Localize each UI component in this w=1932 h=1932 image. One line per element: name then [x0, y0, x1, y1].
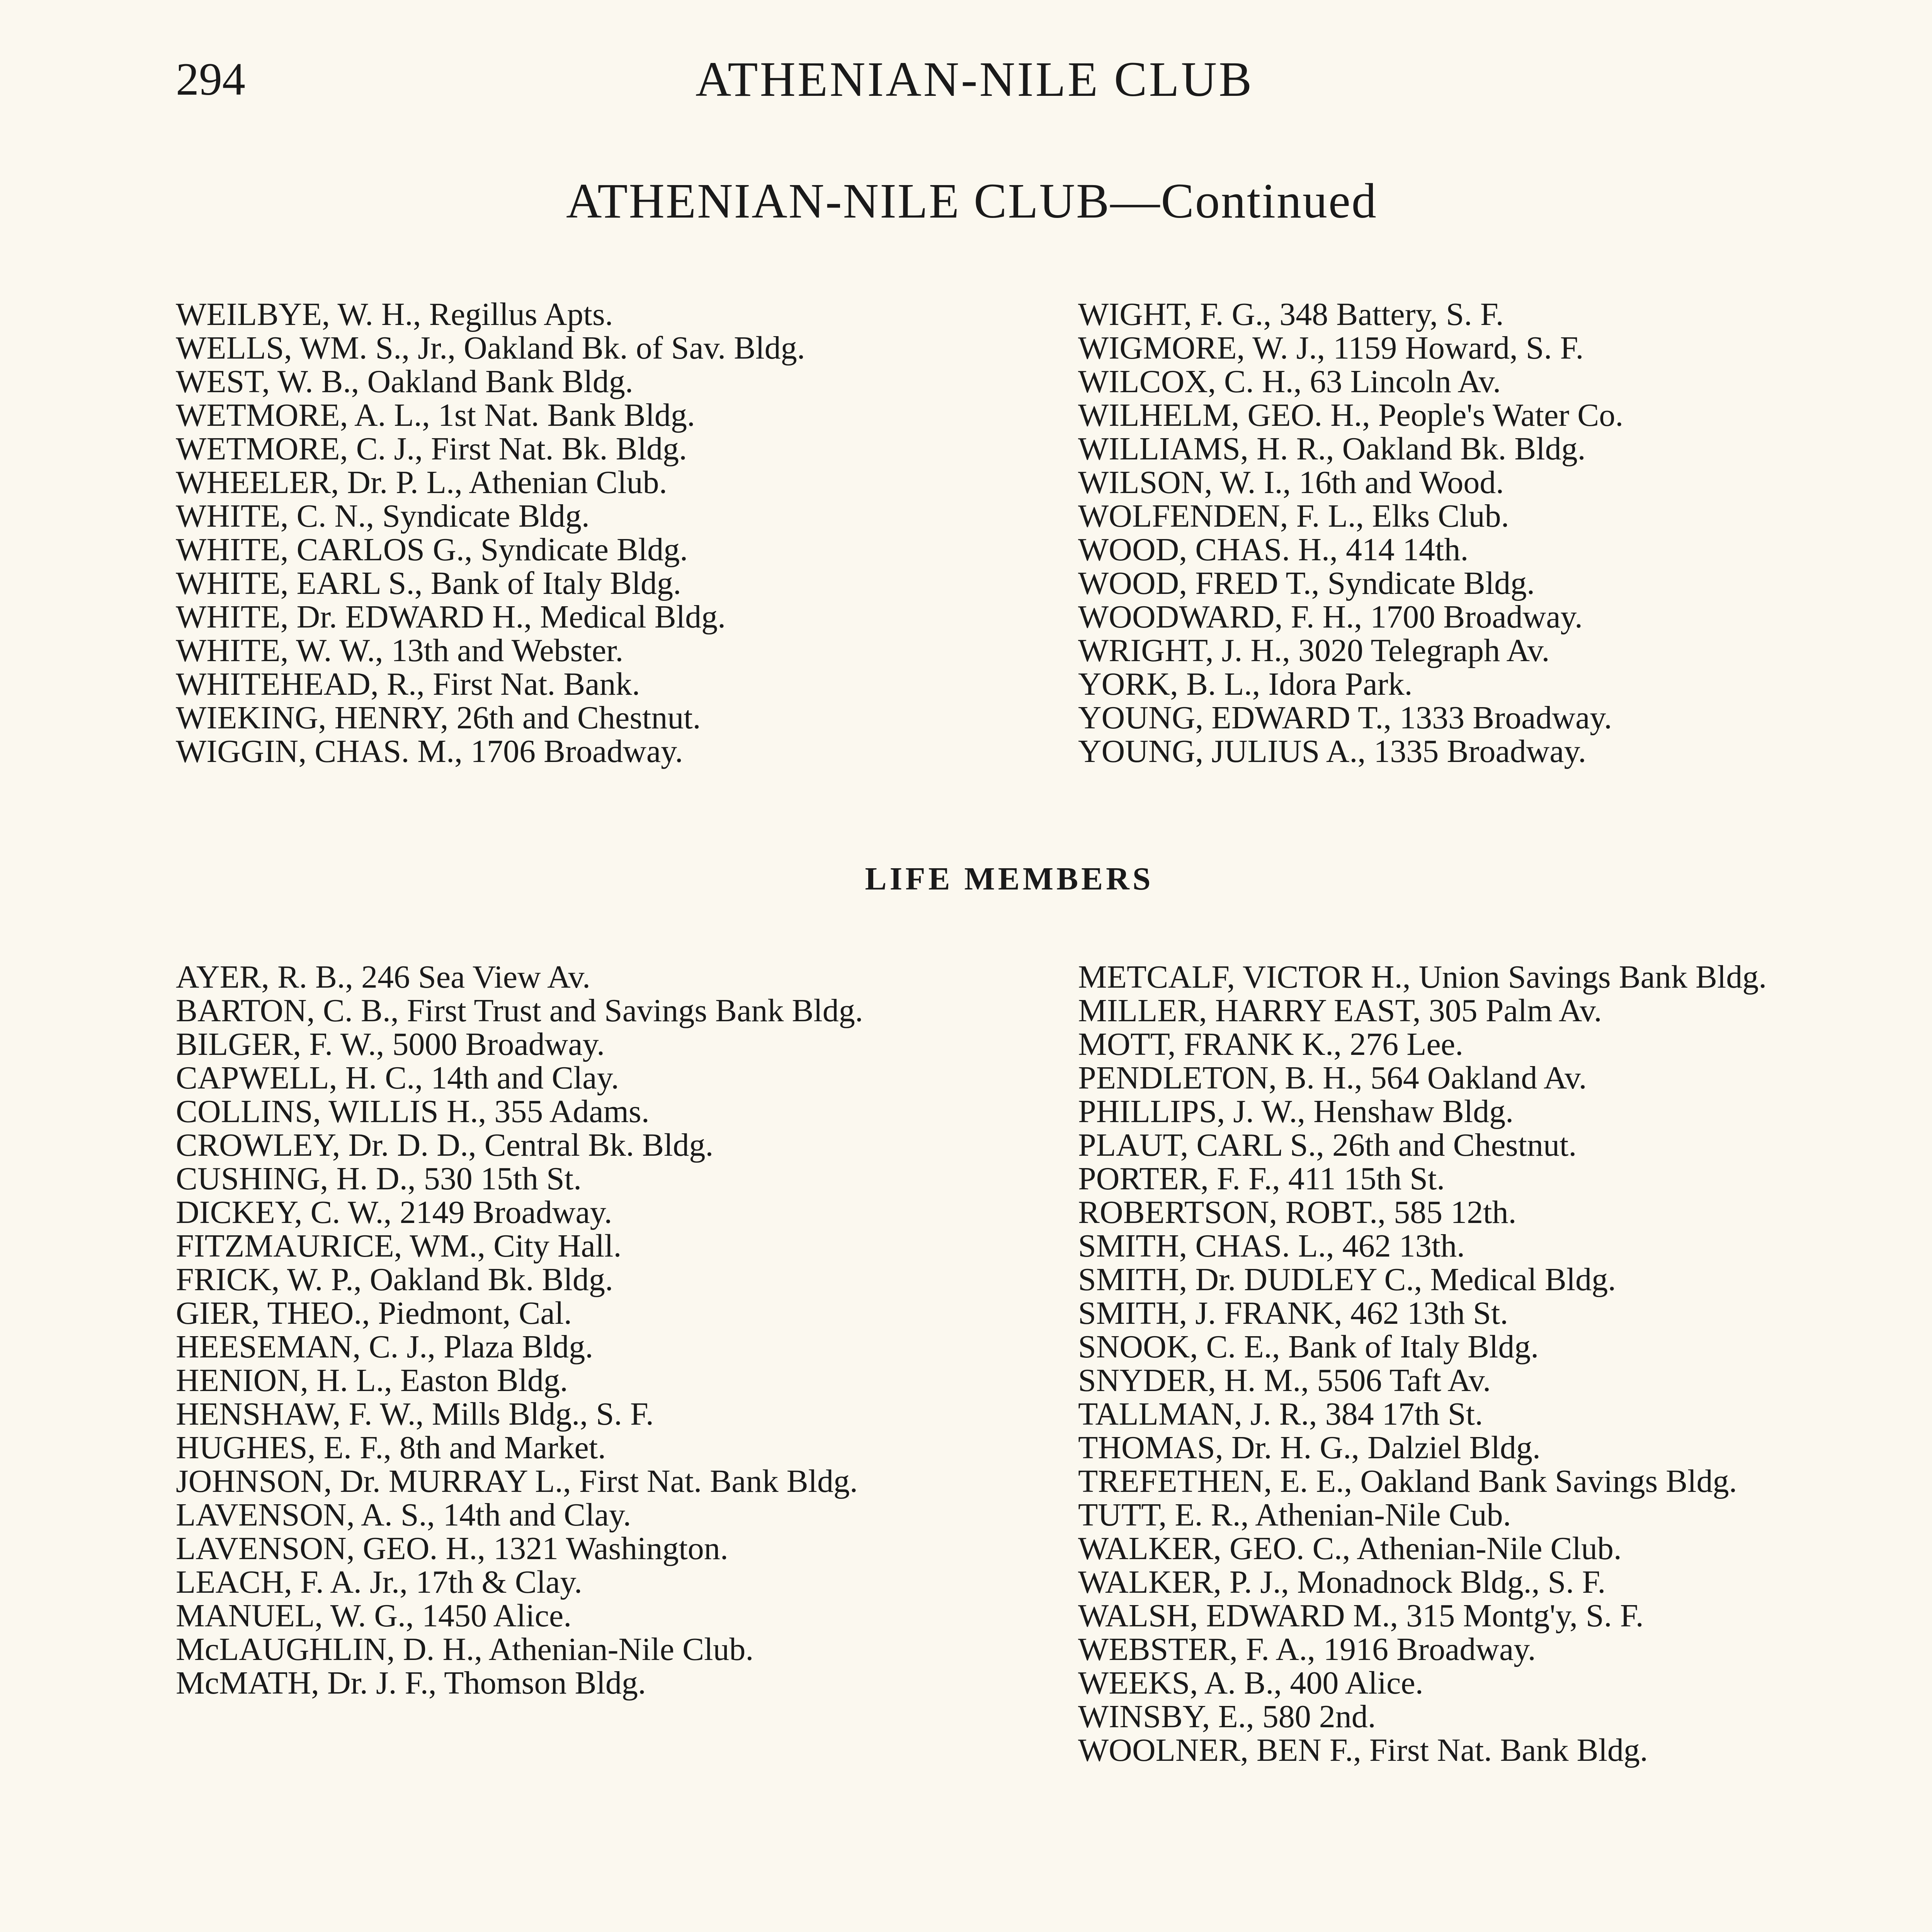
life-member-entry: SNOOK, C. E., Bank of Italy Bldg. — [1078, 1329, 1539, 1365]
continued-title: ATHENIAN-NILE CLUB—Continued — [566, 173, 1378, 228]
member-entry: WHITE, EARL S., Bank of Italy Bldg. — [176, 565, 682, 601]
life-member-entry: HUGHES, E. F., 8th and Market. — [176, 1430, 606, 1466]
member-entry: WOLFENDEN, F. L., Elks Club. — [1078, 498, 1509, 534]
member-entry: WOODWARD, F. H., 1700 Broadway. — [1078, 599, 1583, 635]
life-member-entry: LAVENSON, GEO. H., 1321 Washington. — [176, 1531, 728, 1566]
running-title: ATHENIAN-NILE CLUB — [696, 52, 1254, 107]
regular-members-right-column — [1078, 298, 1928, 768]
member-entry: WOOD, CHAS. H., 414 14th. — [1078, 532, 1469, 568]
life-member-entry: PENDLETON, B. H., 564 Oakland Av. — [1078, 1060, 1587, 1096]
life-member-entry: METCALF, VICTOR H., Union Savings Bank Bldg. — [1078, 959, 1767, 995]
member-entry: WHITE, CARLOS G., Syndicate Bldg. — [176, 532, 688, 568]
member-entry: WHITEHEAD, R., First Nat. Bank. — [176, 666, 640, 702]
life-member-entry: PHILLIPS, J. W., Henshaw Bldg. — [1078, 1094, 1514, 1129]
life-member-entry: TREFETHEN, E. E., Oakland Bank Savings Bldg. — [1078, 1463, 1737, 1499]
life-member-entry: MOTT, FRANK K., 276 Lee. — [1078, 1026, 1464, 1062]
life-member-entry: WALSH, EDWARD M., 315 Montg'y, S. F. — [1078, 1598, 1644, 1634]
member-entry: YORK, B. L., Idora Park. — [1078, 666, 1413, 702]
life-member-entry: WINSBY, E., 580 2nd. — [1078, 1699, 1376, 1735]
member-entry: WILLIAMS, H. R., Oakland Bk. Bldg. — [1078, 431, 1586, 467]
life-member-entry: SMITH, Dr. DUDLEY C., Medical Bldg. — [1078, 1262, 1616, 1298]
member-entry: WETMORE, C. J., First Nat. Bk. Bldg. — [176, 431, 687, 467]
member-entry: WOOD, FRED T., Syndicate Bldg. — [1078, 565, 1535, 601]
member-entry: WETMORE, A. L., 1st Nat. Bank Bldg. — [176, 397, 695, 433]
life-member-entry: HEESEMAN, C. J., Plaza Bldg. — [176, 1329, 594, 1365]
life-member-entry: JOHNSON, Dr. MURRAY L., First Nat. Bank Bldg. — [176, 1463, 858, 1499]
life-member-entry: LEACH, F. A. Jr., 17th & Clay. — [176, 1564, 582, 1600]
life-member-entry: SMITH, J. FRANK, 462 13th St. — [1078, 1295, 1509, 1331]
life-member-entry: CUSHING, H. D., 530 15th St. — [176, 1161, 582, 1197]
life-member-entry: WALKER, GEO. C., Athenian-Nile Club. — [1078, 1531, 1622, 1566]
life-member-entry: FITZMAURICE, WM., City Hall. — [176, 1228, 622, 1264]
member-entry: WEST, W. B., Oakland Bank Bldg. — [176, 364, 633, 400]
life-member-entry: WEEKS, A. B., 400 Alice. — [1078, 1665, 1423, 1701]
member-entry: WEILBYE, W. H., Regillus Apts. — [176, 296, 613, 332]
life-member-entry: MILLER, HARRY EAST, 305 Palm Av. — [1078, 993, 1602, 1029]
member-entry: WIGMORE, W. J., 1159 Howard, S. F. — [1078, 330, 1584, 366]
life-member-entry: WALKER, P. J., Monadnock Bldg., S. F. — [1078, 1564, 1606, 1600]
member-entry: WELLS, WM. S., Jr., Oakland Bk. of Sav. Bldg. — [176, 330, 805, 366]
page-header — [0, 50, 1932, 128]
member-entry: WIGHT, F. G., 348 Battery, S. F. — [1078, 296, 1504, 332]
life-member-entry: SNYDER, H. M., 5506 Taft Av. — [1078, 1362, 1491, 1398]
life-member-entry: TUTT, E. R., Athenian-Nile Cub. — [1078, 1497, 1511, 1533]
life-members-left-column — [176, 960, 1026, 1700]
member-entry: WHITE, C. N., Syndicate Bldg. — [176, 498, 590, 534]
life-members-right-column — [1078, 960, 1928, 1767]
member-entry: WILHELM, GEO. H., People's Water Co. — [1078, 397, 1624, 433]
life-member-entry: GIER, THEO., Piedmont, Cal. — [176, 1295, 572, 1331]
life-member-entry: McLAUGHLIN, D. H., Athenian-Nile Club. — [176, 1631, 754, 1667]
life-member-entry: HENSHAW, F. W., Mills Bldg., S. F. — [176, 1396, 654, 1432]
life-member-entry: LAVENSON, A. S., 14th and Clay. — [176, 1497, 631, 1533]
life-member-entry: MANUEL, W. G., 1450 Alice. — [176, 1598, 572, 1634]
life-member-entry: BILGER, F. W., 5000 Broadway. — [176, 1026, 605, 1062]
member-entry: WRIGHT, J. H., 3020 Telegraph Av. — [1078, 633, 1550, 668]
life-member-entry: CROWLEY, Dr. D. D., Central Bk. Bldg. — [176, 1127, 714, 1163]
life-member-entry: SMITH, CHAS. L., 462 13th. — [1078, 1228, 1465, 1264]
member-entry: WILSON, W. I., 16th and Wood. — [1078, 464, 1504, 500]
life-member-entry: WEBSTER, F. A., 1916 Broadway. — [1078, 1631, 1536, 1667]
life-member-entry: THOMAS, Dr. H. G., Dalziel Bldg. — [1078, 1430, 1541, 1466]
member-entry: YOUNG, JULIUS A., 1335 Broadway. — [1078, 733, 1587, 769]
life-member-entry: HENION, H. L., Easton Bldg. — [176, 1362, 568, 1398]
life-member-entry: COLLINS, WILLIS H., 355 Adams. — [176, 1094, 650, 1129]
life-member-entry: FRICK, W. P., Oakland Bk. Bldg. — [176, 1262, 613, 1298]
life-member-entry: BARTON, C. B., First Trust and Savings Bank Bldg. — [176, 993, 863, 1029]
life-member-entry: PLAUT, CARL S., 26th and Chestnut. — [1078, 1127, 1577, 1163]
member-entry: WILCOX, C. H., 63 Lincoln Av. — [1078, 364, 1501, 400]
life-member-entry: AYER, R. B., 246 Sea View Av. — [176, 959, 591, 995]
life-member-entry: ROBERTSON, ROBT., 585 12th. — [1078, 1194, 1517, 1230]
life-member-entry: PORTER, F. F., 411 15th St. — [1078, 1161, 1445, 1197]
member-entry: WHEELER, Dr. P. L., Athenian Club. — [176, 464, 667, 500]
member-entry: YOUNG, EDWARD T., 1333 Broadway. — [1078, 700, 1612, 736]
regular-members-left-column — [176, 298, 1026, 768]
life-members-heading: LIFE MEMBERS — [865, 861, 1154, 897]
member-entry: WHITE, Dr. EDWARD H., Medical Bldg. — [176, 599, 726, 635]
life-member-entry: McMATH, Dr. J. F., Thomson Bldg. — [176, 1665, 646, 1701]
life-member-entry: CAPWELL, H. C., 14th and Clay. — [176, 1060, 619, 1096]
member-entry: WIGGIN, CHAS. M., 1706 Broadway. — [176, 733, 683, 769]
life-member-entry: WOOLNER, BEN F., First Nat. Bank Bldg. — [1078, 1732, 1648, 1768]
page-number: 294 — [176, 53, 245, 105]
life-member-entry: TALLMAN, J. R., 384 17th St. — [1078, 1396, 1483, 1432]
member-entry: WHITE, W. W., 13th and Webster. — [176, 633, 624, 668]
member-entry: WIEKING, HENRY, 26th and Chestnut. — [176, 700, 701, 736]
life-member-entry: DICKEY, C. W., 2149 Broadway. — [176, 1194, 612, 1230]
